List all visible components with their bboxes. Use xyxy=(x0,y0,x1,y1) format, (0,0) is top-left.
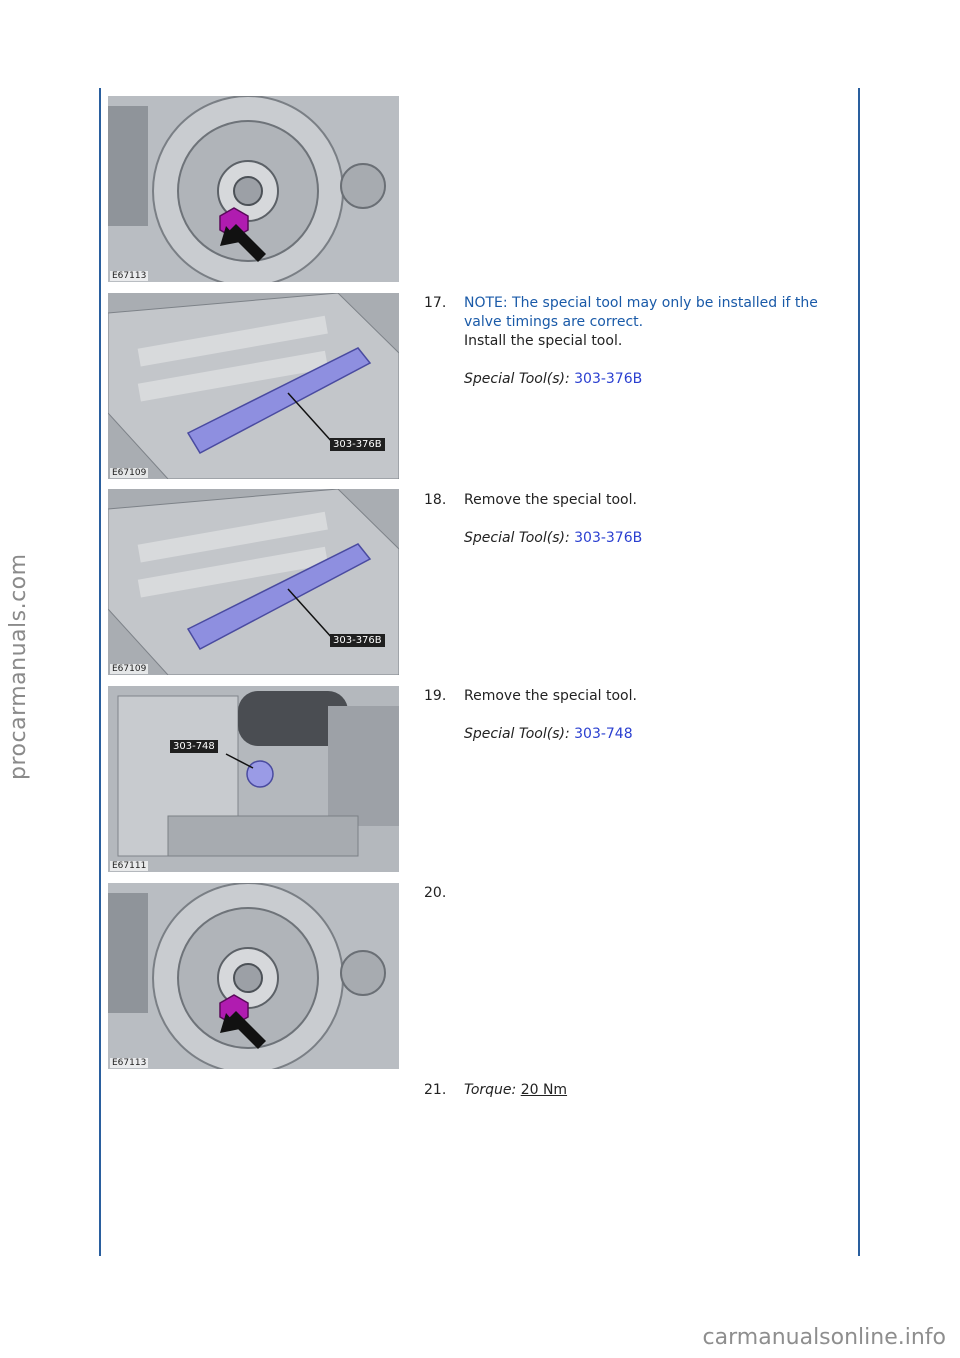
step-number: 17. xyxy=(424,295,447,311)
special-tool-label: Special Tool(s): xyxy=(464,726,570,742)
camshaft-illustration xyxy=(108,489,399,675)
side-watermark: procarmanuals.com xyxy=(6,553,31,780)
step-text: Install the special tool. xyxy=(464,333,623,349)
step-number: 18. xyxy=(424,492,447,508)
figure-camshaft-tool-install xyxy=(108,293,399,479)
figure-code: E67109 xyxy=(112,468,147,478)
figure-code: E67113 xyxy=(112,1058,147,1068)
figure-crankshaft-pulley xyxy=(108,96,399,282)
figure-camshaft-tool-remove xyxy=(108,489,399,675)
engine-block-illustration xyxy=(108,686,399,872)
tool-callout: 303-376B xyxy=(330,634,385,647)
figure-engine-block-tool xyxy=(108,686,399,872)
step-number: 21. xyxy=(424,1082,447,1098)
left-margin-rule xyxy=(99,88,101,1256)
special-tool-link[interactable]: 303-376B xyxy=(574,530,643,546)
pulley-illustration xyxy=(108,96,399,282)
special-tool-label: Special Tool(s): xyxy=(464,371,570,387)
step-number: 20. xyxy=(424,885,447,901)
special-tool-label: Special Tool(s): xyxy=(464,530,570,546)
step-number: 19. xyxy=(424,688,447,704)
special-tool-link[interactable]: 303-748 xyxy=(574,726,633,742)
torque-value: 20 Nm xyxy=(520,1082,568,1098)
camshaft-illustration xyxy=(108,293,399,479)
footer-watermark: carmanualsonline.info xyxy=(702,1325,946,1350)
figure-code: E67113 xyxy=(112,271,147,281)
tool-callout: 303-376B xyxy=(330,438,385,451)
step-text: Remove the special tool. xyxy=(464,492,637,508)
step-text: Remove the special tool. xyxy=(464,688,637,704)
special-tool-line xyxy=(464,725,844,744)
special-tool-link[interactable]: 303-376B xyxy=(574,371,643,387)
step-note: NOTE: The special tool may only be installed if the valve timings are correct. xyxy=(464,295,818,330)
pulley-illustration xyxy=(108,883,399,1069)
right-margin-rule xyxy=(858,88,860,1256)
special-tool-line xyxy=(464,529,844,548)
figure-code: E67109 xyxy=(112,664,147,674)
special-tool-line xyxy=(464,370,844,389)
tool-callout: 303-748 xyxy=(170,740,218,753)
torque-label: Torque: xyxy=(464,1082,517,1098)
figure-code: E67111 xyxy=(112,861,147,871)
figure-crankshaft-pulley xyxy=(108,883,399,1069)
